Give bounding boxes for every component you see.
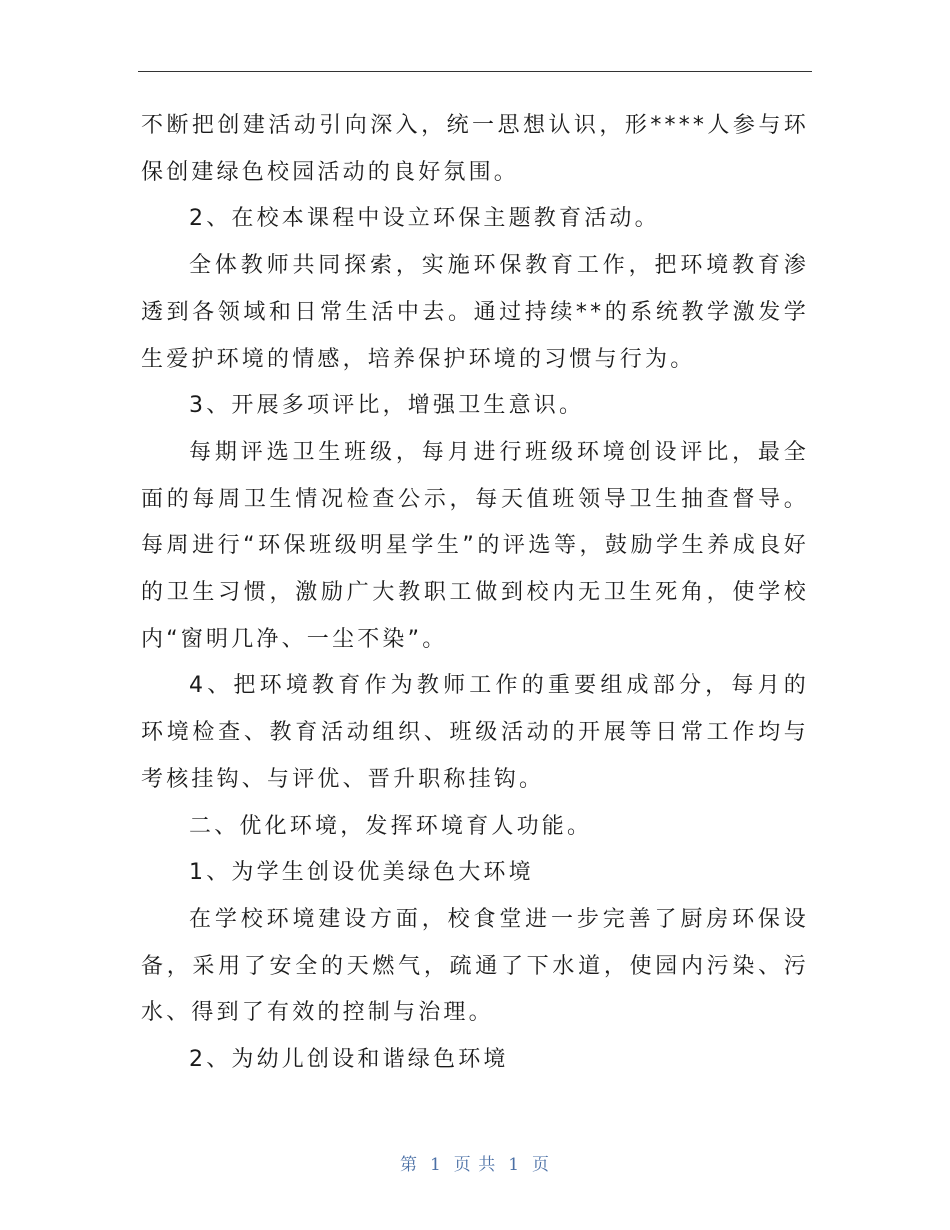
page-footer	[0, 1150, 950, 1175]
current-page-number: 1	[429, 1155, 442, 1175]
paragraph: 不断把创建活动引向深入，统一思想认识，形****人参与环保创建绿色校园活动的良好氛围。	[141, 113, 809, 185]
footer-suffix: 页	[532, 1155, 551, 1175]
paragraph: 在学校环境建设方面，校食堂进一步完善了厨房环保设备，采用了安全的天燃气，疏通了下水道，使园内污染、污水、得到了有效的控制与治理。	[141, 906, 809, 1026]
paragraph: 二、优化环境，发挥环境育人功能。	[189, 813, 593, 839]
paragraph: 3、开展多项评比，增强卫生意识。	[189, 393, 585, 419]
footer-middle: 页 共	[453, 1155, 497, 1175]
footer-prefix: 第	[399, 1155, 418, 1175]
document-body	[141, 103, 809, 1084]
paragraph: 1、为学生创设优美绿色大环境	[189, 860, 534, 886]
paragraph: 4、把环境教育作为教师工作的重要组成部分，每月的环境检查、教育活动组织、班级活动的开展等日常工作均与考核挂钩、与评优、晋升职称挂钩。	[141, 673, 809, 792]
total-pages-number: 1	[508, 1155, 521, 1175]
header-divider	[138, 71, 812, 72]
paragraph: 每期评选卫生班级，每月进行班级环境创设评比，最全面的每周卫生情况检查公示，每天值班领导卫生抽查督导。每周进行“环保班级明星学生”的评选等，鼓励学生养成良好的卫生习惯，激励广大教职工做到校内无卫生死角，使学校内“窗明几净、一尘不染”。	[141, 439, 809, 652]
paragraph: 2、在校本课程中设立环保主题教育活动。	[189, 206, 660, 232]
paragraph: 全体教师共同探索，实施环保教育工作，把环境教育渗透到各领域和日常生活中去。通过持续**的系统教学激发学生爱护环境的情感，培养保护环境的习惯与行为。	[141, 253, 809, 372]
paragraph: 2、为幼儿创设和谐绿色环境	[189, 1047, 509, 1073]
